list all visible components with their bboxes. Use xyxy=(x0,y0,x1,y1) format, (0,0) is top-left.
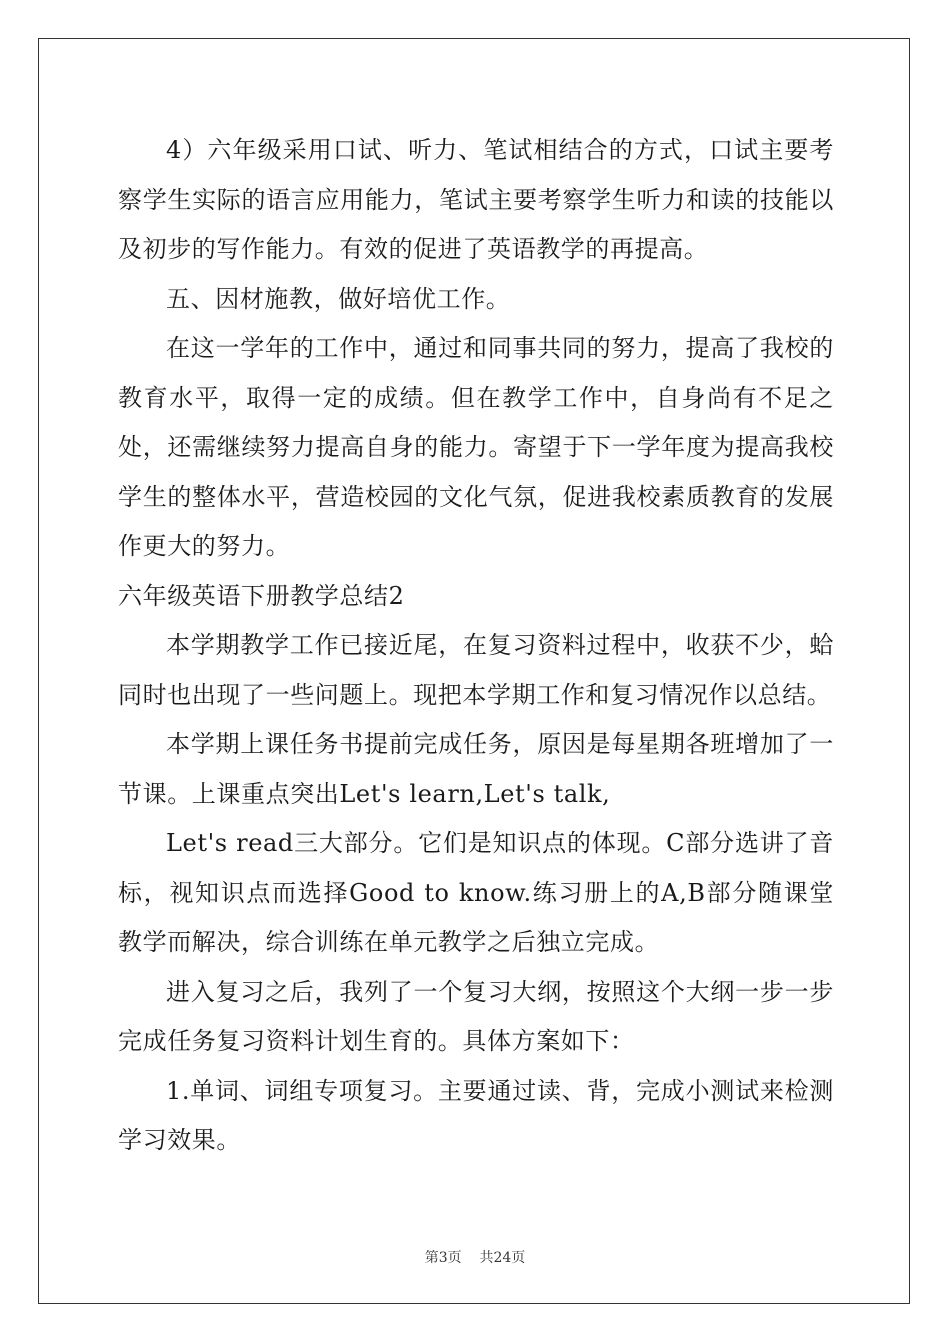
page-footer xyxy=(0,1247,950,1267)
document-title: 六年级英语下册教学总结2 xyxy=(118,581,405,610)
paragraph: 在这一学年的工作中，通过和同事共同的努力，提高了我校的教育水平，取得一定的成绩。但在教学工作中，自身尚有不足之处，还需继续努力提高自身的能力。寄望于下一学年度为提高我校学生的整体水平，营造校园的文化气氛，促进我校素质教育的发展作更大的努力。 xyxy=(118,334,834,560)
list-item: 1.单词、词组专项复习。主要通过读、背，完成小测试来检测学习效果。 xyxy=(118,1076,834,1154)
paragraph: Let's read三大部分。它们是知识点的体现。C部分选讲了音标，视知识点而选择Good to know.练习册上的A,B部分随课堂教学而解决，综合训练在单元教学之后独立完成。 xyxy=(118,829,834,956)
paragraph: 进入复习之后，我列了一个复习大纲，按照这个大纲一步一步完成任务复习资料计划生育的。具体方案如下： xyxy=(118,977,834,1055)
section-heading: 五、因材施教，做好培优工作。 xyxy=(166,284,511,313)
paragraph: 4）六年级采用口试、听力、笔试相结合的方式，口试主要考察学生实际的语言应用能力，笔试主要考察学生听力和读的技能以及初步的写作能力。有效的促进了英语教学的再提高。 xyxy=(118,136,834,263)
document-body xyxy=(118,126,834,1166)
page-total: 共24页 xyxy=(479,1250,526,1266)
paragraph: 本学期教学工作已接近尾，在复习资料过程中，收获不少，蛤同时也出现了一些问题上。现把本学期工作和复习情况作以总结。 xyxy=(118,631,834,709)
page-number: 第3页 xyxy=(424,1250,462,1266)
paragraph: 本学期上课任务书提前完成任务，原因是每星期各班增加了一节课。上课重点突出Let's learn,Let's talk, xyxy=(118,730,834,808)
